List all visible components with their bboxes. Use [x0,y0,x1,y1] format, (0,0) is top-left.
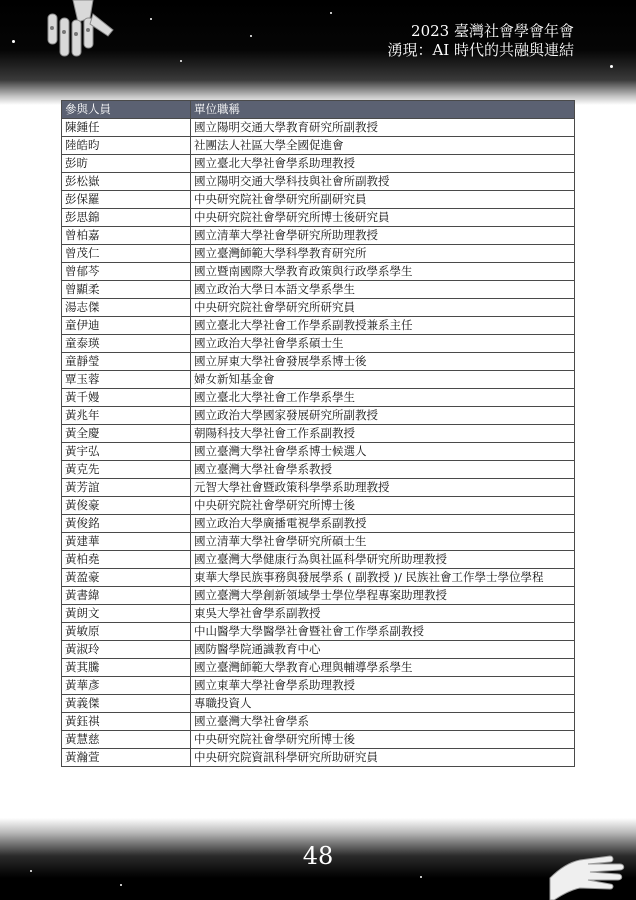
conference-title: 2023 臺灣社會學會年會 [411,22,574,40]
participant-name-cell: 童伊迪 [62,317,191,335]
table-row [62,479,575,497]
column-header-affiliation: 單位職稱 [191,101,575,119]
table-row [62,551,575,569]
affiliation-cell: 國立臺灣大學創新領域學士學位學程專案助理教授 [191,587,575,605]
participant-name-cell: 黃兆年 [62,407,191,425]
table-row [62,407,575,425]
participant-name-cell: 曾茂仁 [62,245,191,263]
participant-name-cell: 彭保羅 [62,191,191,209]
participant-name-cell: 湯志傑 [62,299,191,317]
affiliation-cell: 中央研究院社會學研究所副研究員 [191,191,575,209]
participant-name-cell: 覃玉蓉 [62,371,191,389]
table-row [62,497,575,515]
participant-name-cell: 黃克先 [62,461,191,479]
participant-name-cell: 黃俊豪 [62,497,191,515]
affiliation-cell: 國立東華大學社會學系助理教授 [191,677,575,695]
star-decoration [30,870,32,872]
affiliation-cell: 婦女新知基金會 [191,371,575,389]
affiliation-cell: 朝陽科技大學社會工作系副教授 [191,425,575,443]
table-row [62,443,575,461]
affiliation-cell: 國立臺灣師範大學科學教育研究所 [191,245,575,263]
table-row [62,317,575,335]
table-row [62,245,575,263]
affiliation-cell: 國立臺灣大學社會學系 [191,713,575,731]
participant-name-cell: 黃朗文 [62,605,191,623]
affiliation-cell: 國立陽明交通大學科技與社會所副教授 [191,173,575,191]
table-row [62,119,575,137]
participant-name-cell: 童泰瑛 [62,335,191,353]
page-number: 48 [302,842,334,870]
table-header-row [62,101,575,119]
table-row [62,515,575,533]
affiliation-cell: 專職投資人 [191,695,575,713]
table-row [62,209,575,227]
table-row [62,461,575,479]
table-row [62,695,575,713]
conference-theme: 湧現：AI 時代的共融與連結 [387,41,574,59]
table-row [62,137,575,155]
table-row [62,623,575,641]
participant-name-cell: 黃敏原 [62,623,191,641]
star-decoration [150,18,152,20]
participant-name-cell: 黃柏堯 [62,551,191,569]
participant-name-cell: 曾郁芩 [62,263,191,281]
star-decoration [12,40,15,43]
participant-name-cell: 黃慧慈 [62,731,191,749]
table-row [62,263,575,281]
affiliation-cell: 國立政治大學日本語文學系學生 [191,281,575,299]
table-row [62,389,575,407]
participant-name-cell: 曾柏嘉 [62,227,191,245]
participant-name-cell: 黃華彥 [62,677,191,695]
star-decoration [610,65,613,68]
participant-name-cell: 黃芳誼 [62,479,191,497]
page-header [387,22,574,60]
affiliation-cell: 元智大學社會暨政策科學學系助理教授 [191,479,575,497]
participant-name-cell: 黃全慶 [62,425,191,443]
affiliation-cell: 國防醫學院通識教育中心 [191,641,575,659]
table-row [62,425,575,443]
affiliation-cell: 中央研究院社會學研究所博士後研究員 [191,209,575,227]
participant-name-cell: 黃鈺祺 [62,713,191,731]
table-row [62,299,575,317]
affiliation-cell: 中央研究院社會學研究所博士後 [191,497,575,515]
affiliation-cell: 中央研究院社會學研究所博士後 [191,731,575,749]
affiliation-cell: 中央研究院社會學研究所研究員 [191,299,575,317]
table-row [62,569,575,587]
participant-name-cell: 童靜瑩 [62,353,191,371]
participant-name-cell: 陳鍾任 [62,119,191,137]
affiliation-cell: 國立清華大學社會學研究所助理教授 [191,227,575,245]
star-decoration [250,35,252,37]
affiliation-cell: 國立清華大學社會學研究所碩士生 [191,533,575,551]
table-row [62,353,575,371]
table-row [62,191,575,209]
participant-name-cell: 黃俊銘 [62,515,191,533]
participant-name-cell: 黃千嫚 [62,389,191,407]
table-row [62,335,575,353]
table-row [62,281,575,299]
affiliation-cell: 國立臺灣大學社會學系博士候選人 [191,443,575,461]
participant-name-cell: 黃書緯 [62,587,191,605]
affiliation-cell: 國立政治大學國家發展研究所副教授 [191,407,575,425]
participant-name-cell: 彭松嶽 [62,173,191,191]
table-row [62,605,575,623]
affiliation-cell: 國立臺灣大學社會學系教授 [191,461,575,479]
table-row [62,641,575,659]
affiliation-cell: 東吳大學社會學系副教授 [191,605,575,623]
affiliation-cell: 國立臺北大學社會工作學系學生 [191,389,575,407]
affiliation-cell: 國立臺灣大學健康行為與社區科學研究所助理教授 [191,551,575,569]
participants-table [61,100,575,767]
table-row [62,173,575,191]
table-row [62,749,575,767]
column-header-participant: 參與人員 [62,101,191,119]
affiliation-cell: 社團法人社區大學全國促進會 [191,137,575,155]
participant-name-cell: 曾顯柔 [62,281,191,299]
table-row [62,587,575,605]
participant-name-cell: 彭思錦 [62,209,191,227]
star-decoration [420,876,422,878]
star-decoration [330,12,332,14]
affiliation-cell: 國立暨南國際大學教育政策與行政學系學生 [191,263,575,281]
participant-name-cell: 黃淑玲 [62,641,191,659]
participant-name-cell: 陸皓昀 [62,137,191,155]
affiliation-cell: 國立臺北大學社會工作學系副教授兼系主任 [191,317,575,335]
star-decoration [180,60,182,62]
participant-name-cell: 黃瀚萱 [62,749,191,767]
participant-name-cell: 黃盈豪 [62,569,191,587]
participant-name-cell: 彭昉 [62,155,191,173]
affiliation-cell: 國立政治大學廣播電視學系副教授 [191,515,575,533]
table-row [62,227,575,245]
participant-name-cell: 黃建華 [62,533,191,551]
participant-name-cell: 黃義傑 [62,695,191,713]
affiliation-cell: 國立臺北大學社會學系助理教授 [191,155,575,173]
star-decoration [120,884,122,886]
robot-hand-icon [18,0,128,70]
participant-name-cell: 黃宇弘 [62,443,191,461]
table-row [62,731,575,749]
affiliation-cell: 國立屏東大學社會發展學系博士後 [191,353,575,371]
table-row [62,659,575,677]
affiliation-cell: 中山醫學大學醫學社會暨社會工作學系副教授 [191,623,575,641]
table-row [62,677,575,695]
table-row [62,155,575,173]
participant-name-cell: 黃萁騰 [62,659,191,677]
table-row [62,713,575,731]
affiliation-cell: 國立政治大學社會學系碩士生 [191,335,575,353]
affiliation-cell: 國立陽明交通大學教育研究所副教授 [191,119,575,137]
table-row [62,371,575,389]
affiliation-cell: 東華大學民族事務與發展學系 ( 副教授 )/ 民族社會工作學士學位學程 [191,569,575,587]
table-row [62,533,575,551]
affiliation-cell: 國立臺灣師範大學教育心理與輔導學系學生 [191,659,575,677]
affiliation-cell: 中央研究院資訊科學研究所助研究員 [191,749,575,767]
